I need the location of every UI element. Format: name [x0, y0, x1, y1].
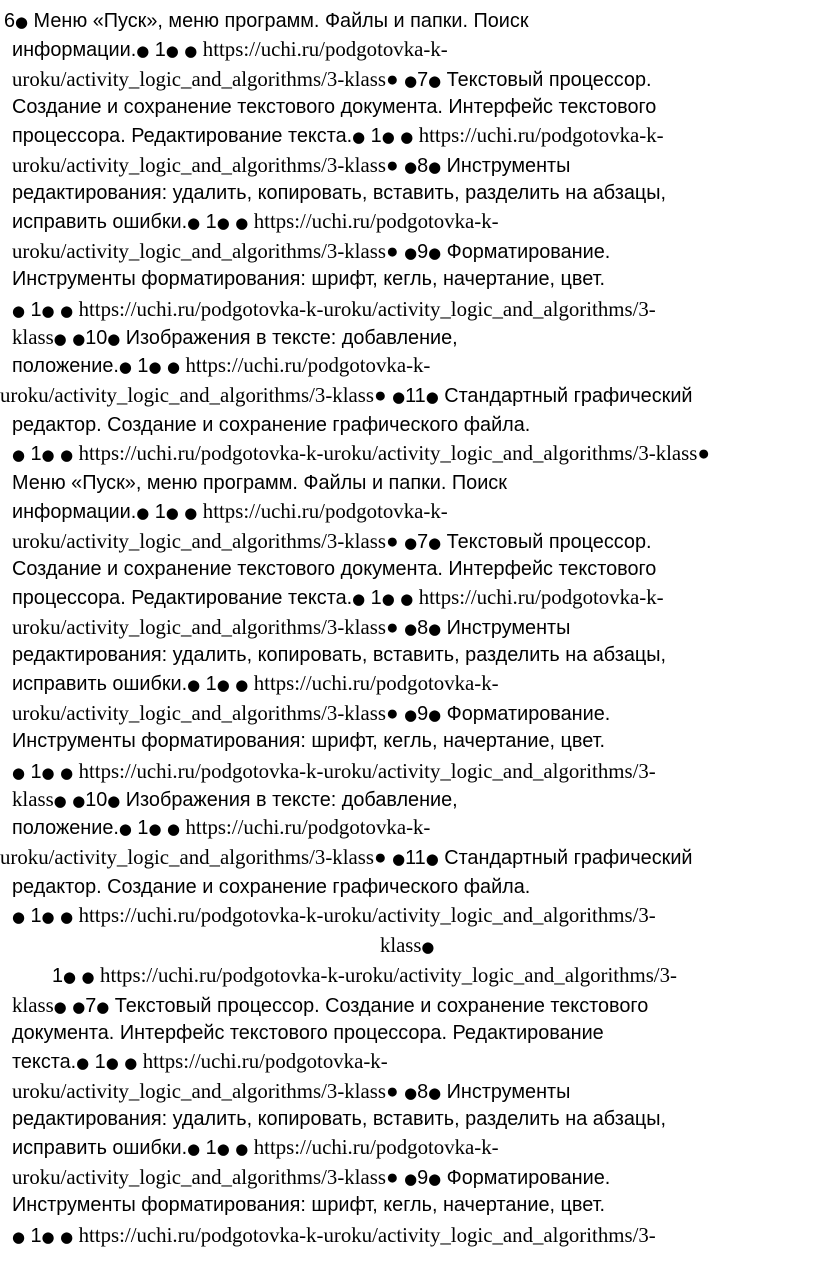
bullet-icon: ● [404, 1170, 418, 1188]
body-text: 1 [24, 905, 42, 927]
text-line [12, 350, 810, 380]
bullet-icon: ● [404, 534, 418, 552]
body-text: 1 [200, 1137, 217, 1159]
link-text: https://uchi.ru/podgotovka-k- [202, 37, 448, 61]
bullet-icon: ● [53, 330, 67, 348]
body-text: редактирования: удалить, копировать, вставить, разделить на абзацы, [12, 182, 667, 204]
bullet-icon: ● [60, 446, 74, 464]
text-line [12, 784, 810, 814]
link-text: https://uchi.ru/podgotovka-k- [253, 1135, 499, 1159]
link-text: https://uchi.ru/podgotovka-k-uroku/activity_logic_and_algorithms/3- [100, 963, 677, 987]
body-text: процессора. Редактирование текста. [12, 587, 353, 609]
text-line [12, 1162, 810, 1192]
bullet-icon: ● [235, 1140, 249, 1158]
bullet-icon: ● [124, 1054, 138, 1072]
text-line [12, 468, 810, 498]
text-line [12, 178, 810, 208]
bullet-icon: ● [216, 214, 230, 232]
bullet-icon: ● [392, 850, 406, 868]
bullet-icon: ● [165, 42, 179, 60]
text-line [12, 1018, 810, 1048]
link-text: https://uchi.ru/podgotovka-k- [418, 123, 664, 147]
bullet-icon: ● [53, 998, 67, 1016]
body-text: Текстовый процессор. [441, 531, 652, 553]
bullet-icon: ● [404, 706, 418, 724]
body-text: Меню «Пуск», меню программ. Файлы и папки. Поиск [12, 472, 507, 494]
body-text: 8 [417, 617, 429, 639]
bullet-icon: ● [12, 1228, 25, 1246]
bullet-icon: ● [428, 1084, 442, 1102]
body-text: редактор. Создание и сохранение графического файла. [12, 414, 531, 436]
link-text: klass [12, 787, 54, 811]
bullet-icon: ● [63, 968, 77, 986]
body-text: Создание и сохранение текстового документа. Интерфейс текстового [12, 96, 657, 118]
body-text: 10 [85, 789, 108, 811]
link-text: https://uchi.ru/podgotovka-k-uroku/activity_logic_and_algorithms/3- [78, 297, 656, 321]
body-text: 8 [417, 1081, 429, 1103]
bullet-icon: ● [107, 792, 121, 810]
bullet-icon: ● [60, 302, 74, 320]
text-line [12, 1220, 810, 1250]
bullet-icon: ● [136, 42, 150, 60]
bullet-icon: ● [400, 128, 414, 146]
bullet-icon: ● [425, 850, 439, 868]
text-line [12, 1076, 810, 1106]
bullet-icon: ● [216, 676, 230, 694]
bullet-icon: ● [12, 764, 25, 782]
link-text: https://uchi.ru/podgotovka-k- [253, 671, 499, 695]
bullet-icon: ● [12, 446, 25, 464]
link-text: uroku/activity_logic_and_algorithms/3-klass● [12, 239, 399, 263]
text-line [12, 294, 810, 324]
bullet-icon: ● [148, 820, 162, 838]
bullet-icon: ● [404, 72, 418, 90]
body-text: положение. [12, 355, 119, 377]
body-text: текста. [12, 1051, 77, 1073]
body-text: Инструменты [441, 1081, 571, 1103]
body-text: 11 [405, 847, 426, 869]
bullet-icon: ● [428, 244, 442, 262]
text-line [12, 900, 810, 930]
bullet-icon: ● [425, 388, 439, 406]
bullet-icon: ● [96, 998, 110, 1016]
text-line [12, 120, 810, 150]
text-line [12, 438, 810, 468]
body-text: исправить ошибки. [12, 673, 188, 695]
body-text: Форматирование. [441, 1167, 611, 1189]
body-text: информации. [12, 39, 137, 61]
text-line [12, 726, 810, 756]
bullet-icon: ● [60, 1228, 74, 1246]
body-text: 1 [24, 443, 42, 465]
bullet-icon: ● [41, 446, 55, 464]
body-text: Стандартный графический [438, 847, 693, 869]
bullet-icon: ● [235, 214, 249, 232]
bullet-icon: ● [72, 998, 86, 1016]
link-text: uroku/activity_logic_and_algorithms/3-klass● [12, 615, 399, 639]
body-text: 10 [85, 327, 108, 349]
text-line [0, 842, 810, 872]
bullet-icon: ● [41, 1228, 55, 1246]
text-line [12, 1132, 810, 1162]
body-text: Текстовый процессор. [441, 69, 652, 91]
link-text: klass [12, 325, 54, 349]
body-text: информации. [12, 501, 137, 523]
body-text: 1 [149, 39, 166, 61]
bullet-icon: ● [428, 1170, 442, 1188]
bullet-icon: ● [60, 764, 74, 782]
bullet-icon: ● [76, 1054, 90, 1072]
bullet-icon: ● [118, 820, 132, 838]
bullet-icon: ● [41, 302, 55, 320]
bullet-icon: ● [428, 72, 442, 90]
text-line [12, 668, 810, 698]
bullet-icon: ● [184, 42, 198, 60]
text-line [12, 322, 810, 352]
link-text: klass [380, 933, 422, 957]
body-text: 1 [89, 1051, 106, 1073]
body-text: 7 [417, 69, 429, 91]
bullet-icon: ● [404, 158, 418, 176]
body-text: 9 [417, 241, 429, 263]
body-text: редактирования: удалить, копировать, вставить, разделить на абзацы, [12, 644, 667, 666]
bullet-icon: ● [72, 330, 86, 348]
bullet-icon: ● [166, 358, 180, 376]
link-text: https://uchi.ru/podgotovka-k- [142, 1049, 388, 1073]
link-text: uroku/activity_logic_and_algorithms/3-klass● [12, 1079, 399, 1103]
link-text: https://uchi.ru/podgotovka-k-uroku/activity_logic_and_algorithms/3-klass● [78, 441, 711, 465]
body-text: 1 [131, 817, 149, 839]
body-text: Текстовый процессор. Создание и сохранение текстового [109, 995, 649, 1017]
body-text: процессора. Редактирование текста. [12, 125, 353, 147]
text-line [12, 554, 810, 584]
bullet-icon: ● [165, 504, 179, 522]
bullet-icon: ● [187, 214, 201, 232]
bullet-icon: ● [118, 358, 132, 376]
text-line [0, 380, 810, 410]
text-line [12, 640, 810, 670]
text-line [12, 526, 810, 556]
text-line [12, 1190, 810, 1220]
bullet-icon: ● [235, 676, 249, 694]
bullet-icon: ● [72, 792, 86, 810]
body-text: 1 [365, 587, 382, 609]
body-text: 1 [52, 965, 64, 987]
bullet-icon: ● [404, 244, 418, 262]
text-line [12, 1046, 810, 1076]
bullet-icon: ● [105, 1054, 119, 1072]
link-text: https://uchi.ru/podgotovka-k-uroku/activity_logic_and_algorithms/3- [78, 903, 656, 927]
body-text: Инструменты форматирования: шрифт, кегль, начертание, цвет. [12, 268, 606, 290]
body-text: положение. [12, 817, 119, 839]
text-line [12, 582, 810, 612]
body-text: Создание и сохранение текстового документа. Интерфейс текстового [12, 558, 657, 580]
link-text: uroku/activity_logic_and_algorithms/3-klass● [12, 153, 399, 177]
body-text: 1 [131, 355, 149, 377]
body-text: 1 [24, 1225, 42, 1247]
bullet-icon: ● [404, 1084, 418, 1102]
text-line [12, 264, 810, 294]
bullet-icon: ● [107, 330, 121, 348]
bullet-icon: ● [41, 764, 55, 782]
link-text: klass [12, 993, 54, 1017]
body-text: Форматирование. [441, 703, 611, 725]
text-line [12, 496, 810, 526]
text-line [12, 410, 810, 440]
body-text: исправить ошибки. [12, 1137, 188, 1159]
body-text: Инструменты [441, 617, 571, 639]
bullet-icon: ● [187, 676, 201, 694]
bullet-icon: ● [352, 128, 366, 146]
body-text: Форматирование. [441, 241, 611, 263]
text-line [12, 150, 810, 180]
text-line [12, 756, 810, 786]
bullet-icon: ● [60, 908, 74, 926]
bullet-icon: ● [166, 820, 180, 838]
body-text: редактор. Создание и сохранение графического файла. [12, 876, 531, 898]
body-text: 9 [417, 703, 429, 725]
bullet-icon: ● [15, 13, 29, 31]
text-line [12, 812, 810, 842]
bullet-icon: ● [53, 792, 67, 810]
text-line [52, 960, 810, 990]
body-text: Инструменты форматирования: шрифт, кегль, начертание, цвет. [12, 730, 606, 752]
bullet-icon: ● [216, 1140, 230, 1158]
link-text: https://uchi.ru/podgotovka-k- [418, 585, 664, 609]
text-line [12, 1104, 810, 1134]
bullet-icon: ● [428, 534, 442, 552]
link-text: https://uchi.ru/podgotovka-k- [185, 353, 431, 377]
bullet-icon: ● [41, 908, 55, 926]
body-text: документа. Интерфейс текстового процессора. Редактирование [12, 1022, 604, 1044]
bullet-icon: ● [148, 358, 162, 376]
body-text: 1 [365, 125, 382, 147]
text-line [12, 206, 810, 236]
body-text: 1 [24, 761, 42, 783]
body-text: 1 [200, 211, 217, 233]
body-text: 11 [405, 385, 426, 407]
body-text: 1 [200, 673, 217, 695]
link-text: uroku/activity_logic_and_algorithms/3-klass● [12, 529, 399, 553]
bullet-icon: ● [184, 504, 198, 522]
text-line [4, 6, 810, 36]
link-text: https://uchi.ru/podgotovka-k-uroku/activity_logic_and_algorithms/3- [78, 1223, 656, 1247]
link-text: https://uchi.ru/podgotovka-k- [253, 209, 499, 233]
bullet-icon: ● [392, 388, 406, 406]
body-text: 7 [85, 995, 97, 1017]
bullet-icon: ● [404, 620, 418, 638]
link-text: https://uchi.ru/podgotovka-k- [202, 499, 448, 523]
bullet-icon: ● [428, 158, 442, 176]
link-text: uroku/activity_logic_and_algorithms/3-klass● [12, 67, 399, 91]
body-text: Меню «Пуск», меню программ. Файлы и папки. Поиск [28, 10, 529, 32]
bullet-icon: ● [400, 590, 414, 608]
bullet-icon: ● [81, 968, 95, 986]
bullet-icon: ● [421, 938, 435, 956]
text-line [380, 930, 810, 960]
text-line [12, 64, 810, 94]
bullet-icon: ● [352, 590, 366, 608]
body-text: исправить ошибки. [12, 211, 188, 233]
body-text: 8 [417, 155, 429, 177]
body-text: Изображения в тексте: добавление, [120, 327, 458, 349]
link-text: https://uchi.ru/podgotovka-k-uroku/activity_logic_and_algorithms/3- [78, 759, 656, 783]
bullet-icon: ● [428, 706, 442, 724]
body-text: редактирования: удалить, копировать, вставить, разделить на абзацы, [12, 1108, 667, 1130]
bullet-icon: ● [428, 620, 442, 638]
link-text: uroku/activity_logic_and_algorithms/3-klass● [0, 383, 387, 407]
link-text: https://uchi.ru/podgotovka-k- [185, 815, 431, 839]
body-text: 9 [417, 1167, 429, 1189]
body-text: Инструменты форматирования: шрифт, кегль, начертание, цвет. [12, 1194, 606, 1216]
text-line [12, 92, 810, 122]
text-line [12, 34, 810, 64]
body-text: 6 [4, 10, 16, 32]
text-line [12, 236, 810, 266]
body-text: Изображения в тексте: добавление, [120, 789, 458, 811]
link-text: uroku/activity_logic_and_algorithms/3-klass● [12, 701, 399, 725]
body-text: 7 [417, 531, 429, 553]
link-text: uroku/activity_logic_and_algorithms/3-klass● [12, 1165, 399, 1189]
body-text: 1 [24, 299, 42, 321]
bullet-icon: ● [381, 128, 395, 146]
body-text: Стандартный графический [438, 385, 693, 407]
bullet-icon: ● [12, 302, 25, 320]
text-line [12, 990, 810, 1020]
text-line [12, 612, 810, 642]
bullet-icon: ● [12, 908, 25, 926]
bullet-icon: ● [381, 590, 395, 608]
bullet-icon: ● [136, 504, 150, 522]
body-text: Инструменты [441, 155, 571, 177]
bullet-icon: ● [187, 1140, 201, 1158]
link-text: uroku/activity_logic_and_algorithms/3-klass● [0, 845, 387, 869]
text-line [12, 872, 810, 902]
text-line [12, 698, 810, 728]
body-text: 1 [149, 501, 166, 523]
